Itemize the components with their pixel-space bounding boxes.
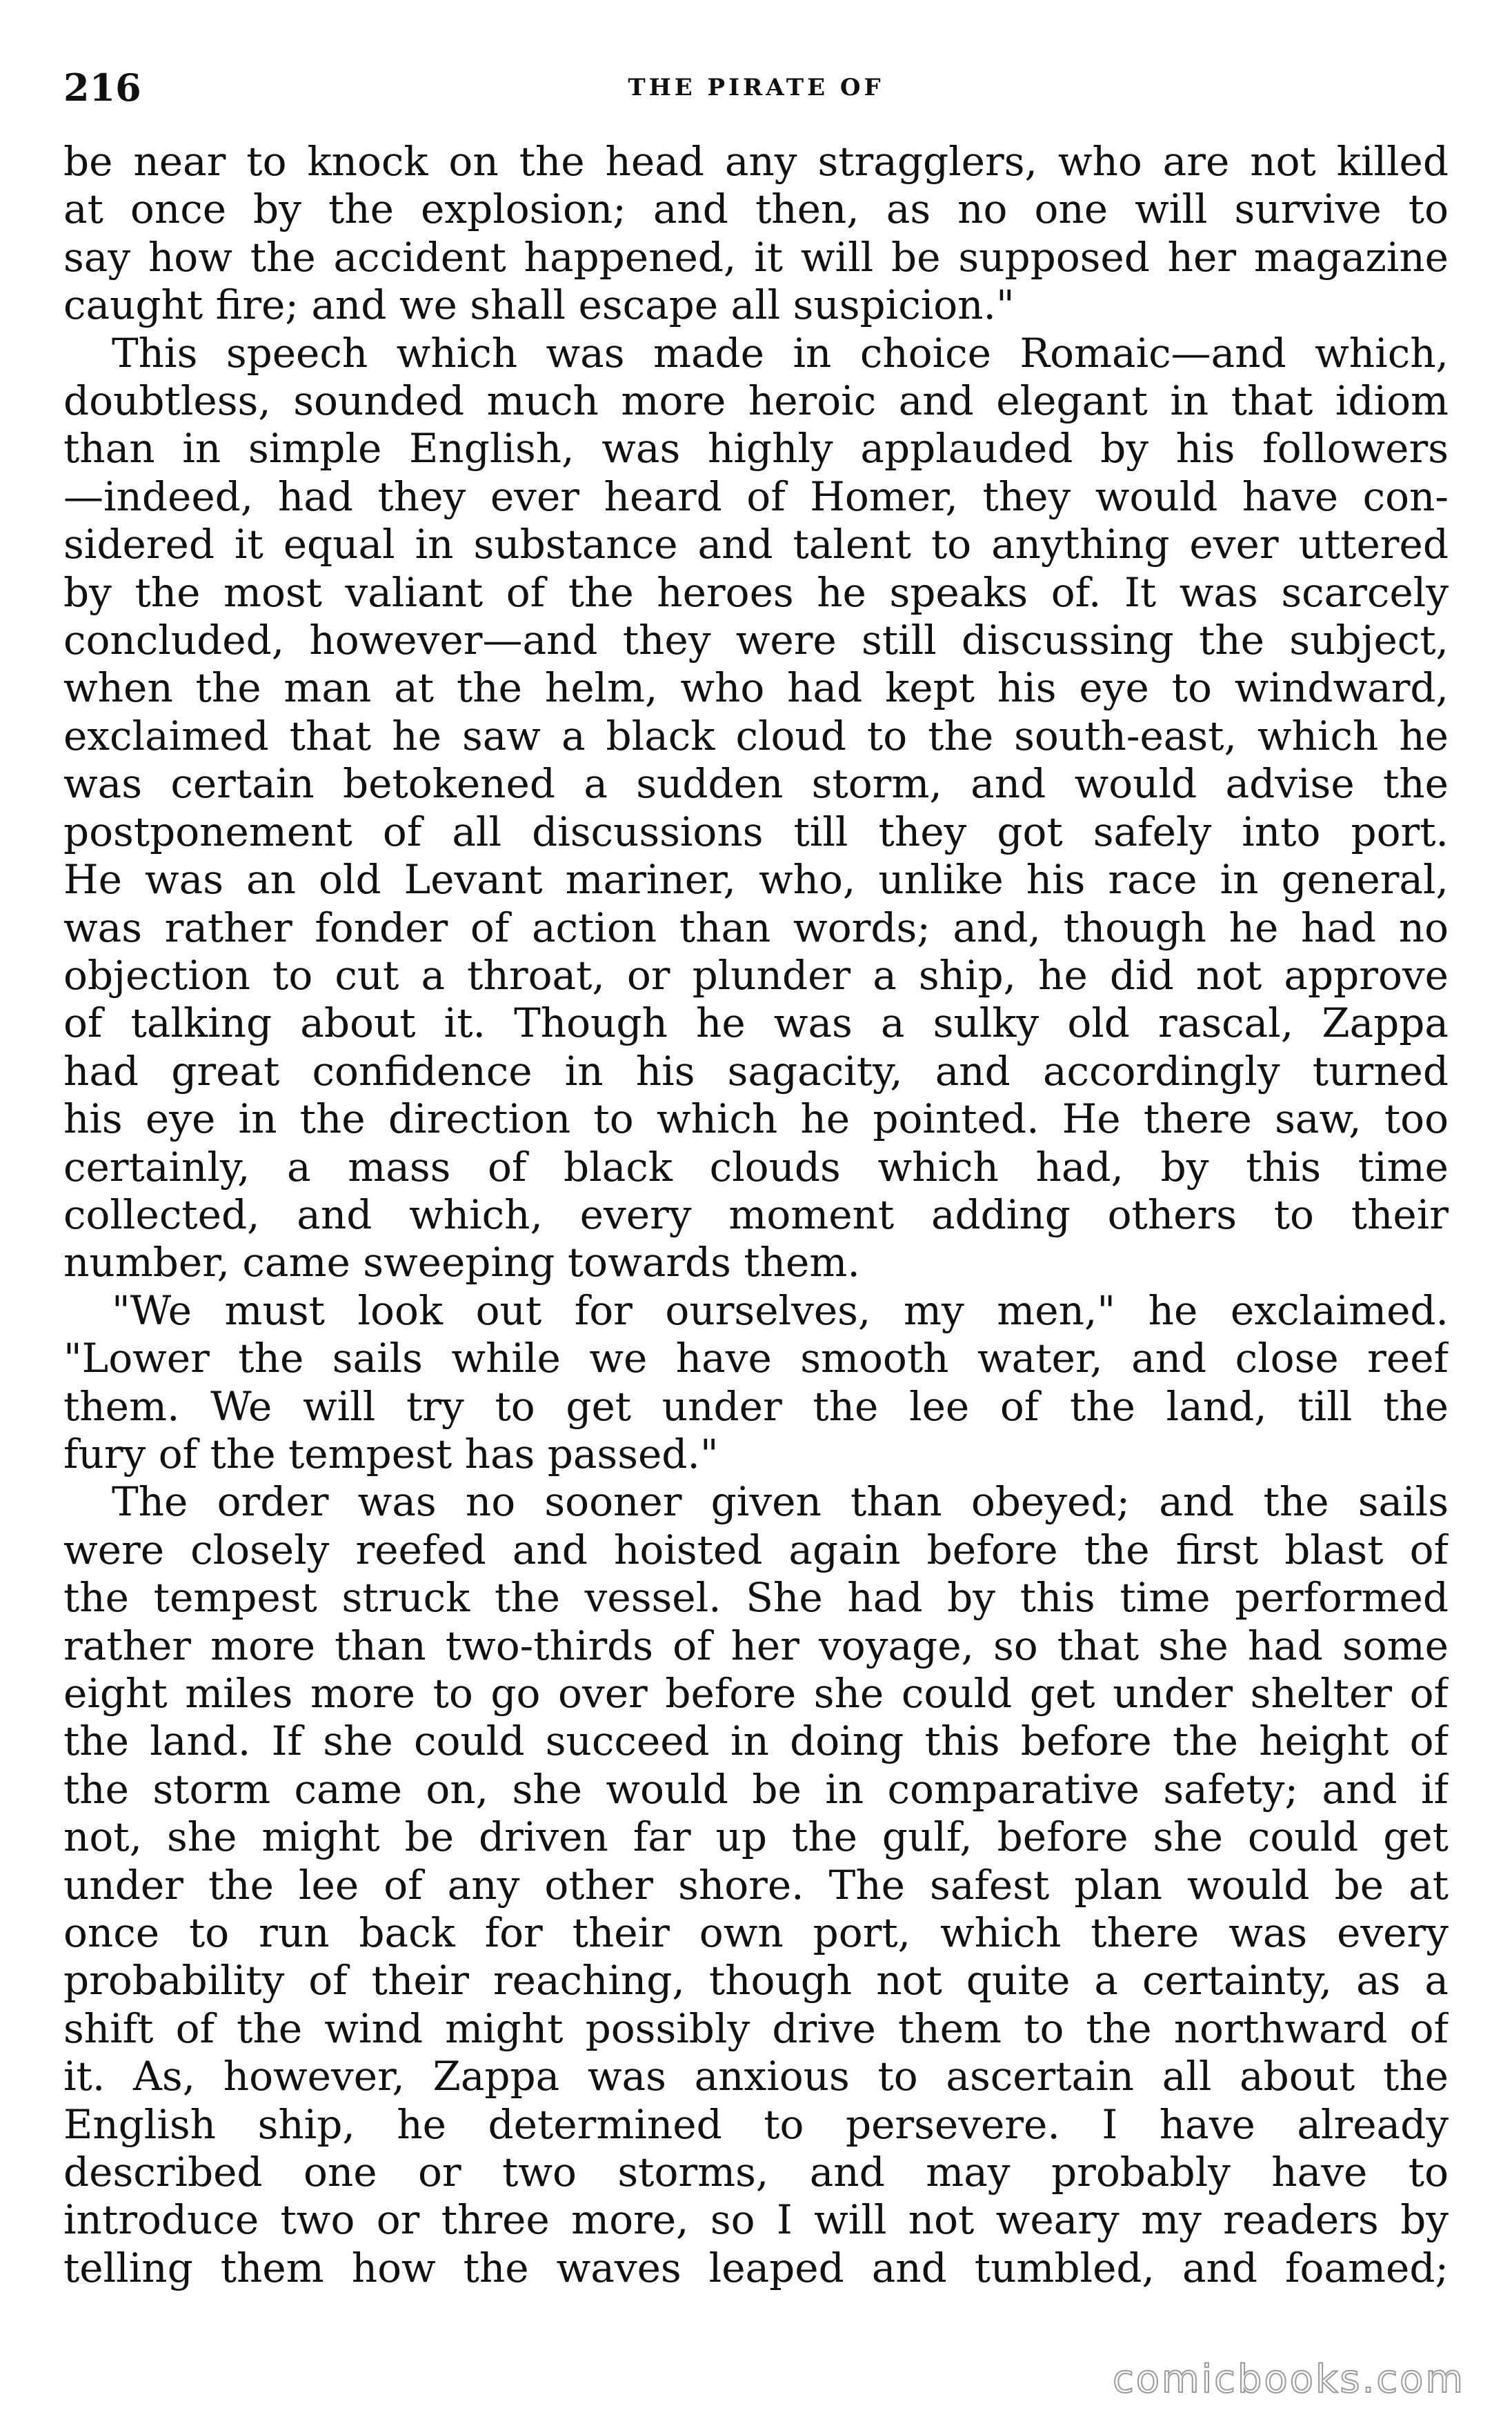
page-number: 216	[63, 66, 141, 110]
text-line: be near to knock on the head any stragglers, who are not killed	[63, 138, 1449, 185]
text-line: fury of the tempest has passed."	[63, 1430, 719, 1477]
text-line: described one or two storms, and may probably have to	[63, 2149, 1449, 2196]
text-line: The order was no sooner given than obeyed; and the sails	[112, 1478, 1449, 1526]
text-line: postponement of all discussions till they got safely into port.	[63, 808, 1449, 855]
text-line: exclaimed that he saw a black cloud to the south-east, which he	[63, 712, 1449, 759]
text-line: objection to cut a throat, or plunder a ship, he did not approve	[63, 951, 1449, 999]
text-line: the storm came on, she would be in comparative safety; and if	[63, 1765, 1449, 1813]
text-line: telling them how the waves leaped and tumbled, and foamed;	[63, 2244, 1449, 2291]
text-line: at once by the explosion; and then, as no one will survive to	[63, 186, 1449, 233]
text-line: once to run back for their own port, which there was every	[63, 1909, 1449, 1957]
text-line: shift of the wind might possibly drive them to the northward of	[63, 2004, 1449, 2052]
text-line: had great confidence in his sagacity, and accordingly turned	[63, 1047, 1449, 1095]
text-line: under the lee of any other shore. The safest plan would be at	[63, 1861, 1449, 1909]
text-line: "Lower the sails while we have smooth water, and close reef	[63, 1335, 1449, 1382]
text-line: introduce two or three more, so I will not weary my readers by	[63, 2196, 1449, 2244]
text-line: the land. If she could succeed in doing this before the height of	[63, 1718, 1449, 1765]
text-line: This speech which was made in choice Romaic—and which,	[112, 329, 1449, 377]
watermark: comicbooks.com	[1112, 2357, 1465, 2402]
text-line: rather more than two-thirds of her voyage, so that she had some	[63, 1622, 1449, 1669]
text-line: caught fire; and we shall escape all suspicion."	[63, 281, 1015, 329]
running-head: THE PIRATE OF	[628, 74, 884, 101]
text-line: eight miles more to go over before she could get under shelter of	[63, 1670, 1449, 1717]
text-line: of talking about it. Though he was a sulky old rascal, Zappa	[63, 999, 1449, 1047]
text-line: —indeed, had they ever heard of Homer, they would have con-	[63, 472, 1449, 520]
text-line: probability of their reaching, though not quite a certainty, as a	[63, 1957, 1449, 2004]
text-line: than in simple English, was highly applauded by his followers	[63, 425, 1449, 472]
text-line: was rather fonder of action than words; and, though he had no	[63, 904, 1449, 951]
text-line: "We must look out for ourselves, my men," he exclaimed.	[112, 1286, 1449, 1334]
text-line: He was an old Levant mariner, who, unlike his race in general,	[63, 856, 1449, 904]
text-line: collected, and which, every moment adding others to their	[63, 1191, 1449, 1238]
text-line: say how the accident happened, it will be supposed her magazine	[63, 233, 1449, 281]
text-line: by the most valiant of the heroes he speaks of. It was scarcely	[63, 568, 1449, 616]
text-line: when the man at the helm, who had kept his eye to windward,	[63, 664, 1449, 712]
text-line: the tempest struck the vessel. She had by this time performed	[63, 1574, 1449, 1622]
text-line: certainly, a mass of black clouds which had, by this time	[63, 1143, 1449, 1191]
text-line: was certain betokened a sudden storm, and would advise the	[63, 760, 1449, 808]
text-line: concluded, however—and they were still discussing the subject,	[63, 617, 1449, 664]
text-line: were closely reefed and hoisted again before the first blast of	[63, 1526, 1449, 1573]
text-line: English ship, he determined to persevere. I have already	[63, 2100, 1449, 2148]
text-line: number, came sweeping towards them.	[63, 1239, 860, 1286]
text-line: his eye in the direction to which he pointed. He there saw, too	[63, 1095, 1449, 1143]
text-line: doubtless, sounded much more heroic and elegant in that idiom	[63, 377, 1449, 425]
text-line: it. As, however, Zappa was anxious to ascertain all about the	[63, 2053, 1449, 2100]
body-text	[63, 138, 1449, 2292]
text-line: sidered it equal in substance and talent to anything ever uttered	[63, 521, 1449, 568]
text-line: not, she might be driven far up the gulf, before she could get	[63, 1813, 1449, 1861]
text-line: them. We will try to get under the lee of the land, till the	[63, 1382, 1449, 1430]
page-header	[63, 63, 1449, 112]
